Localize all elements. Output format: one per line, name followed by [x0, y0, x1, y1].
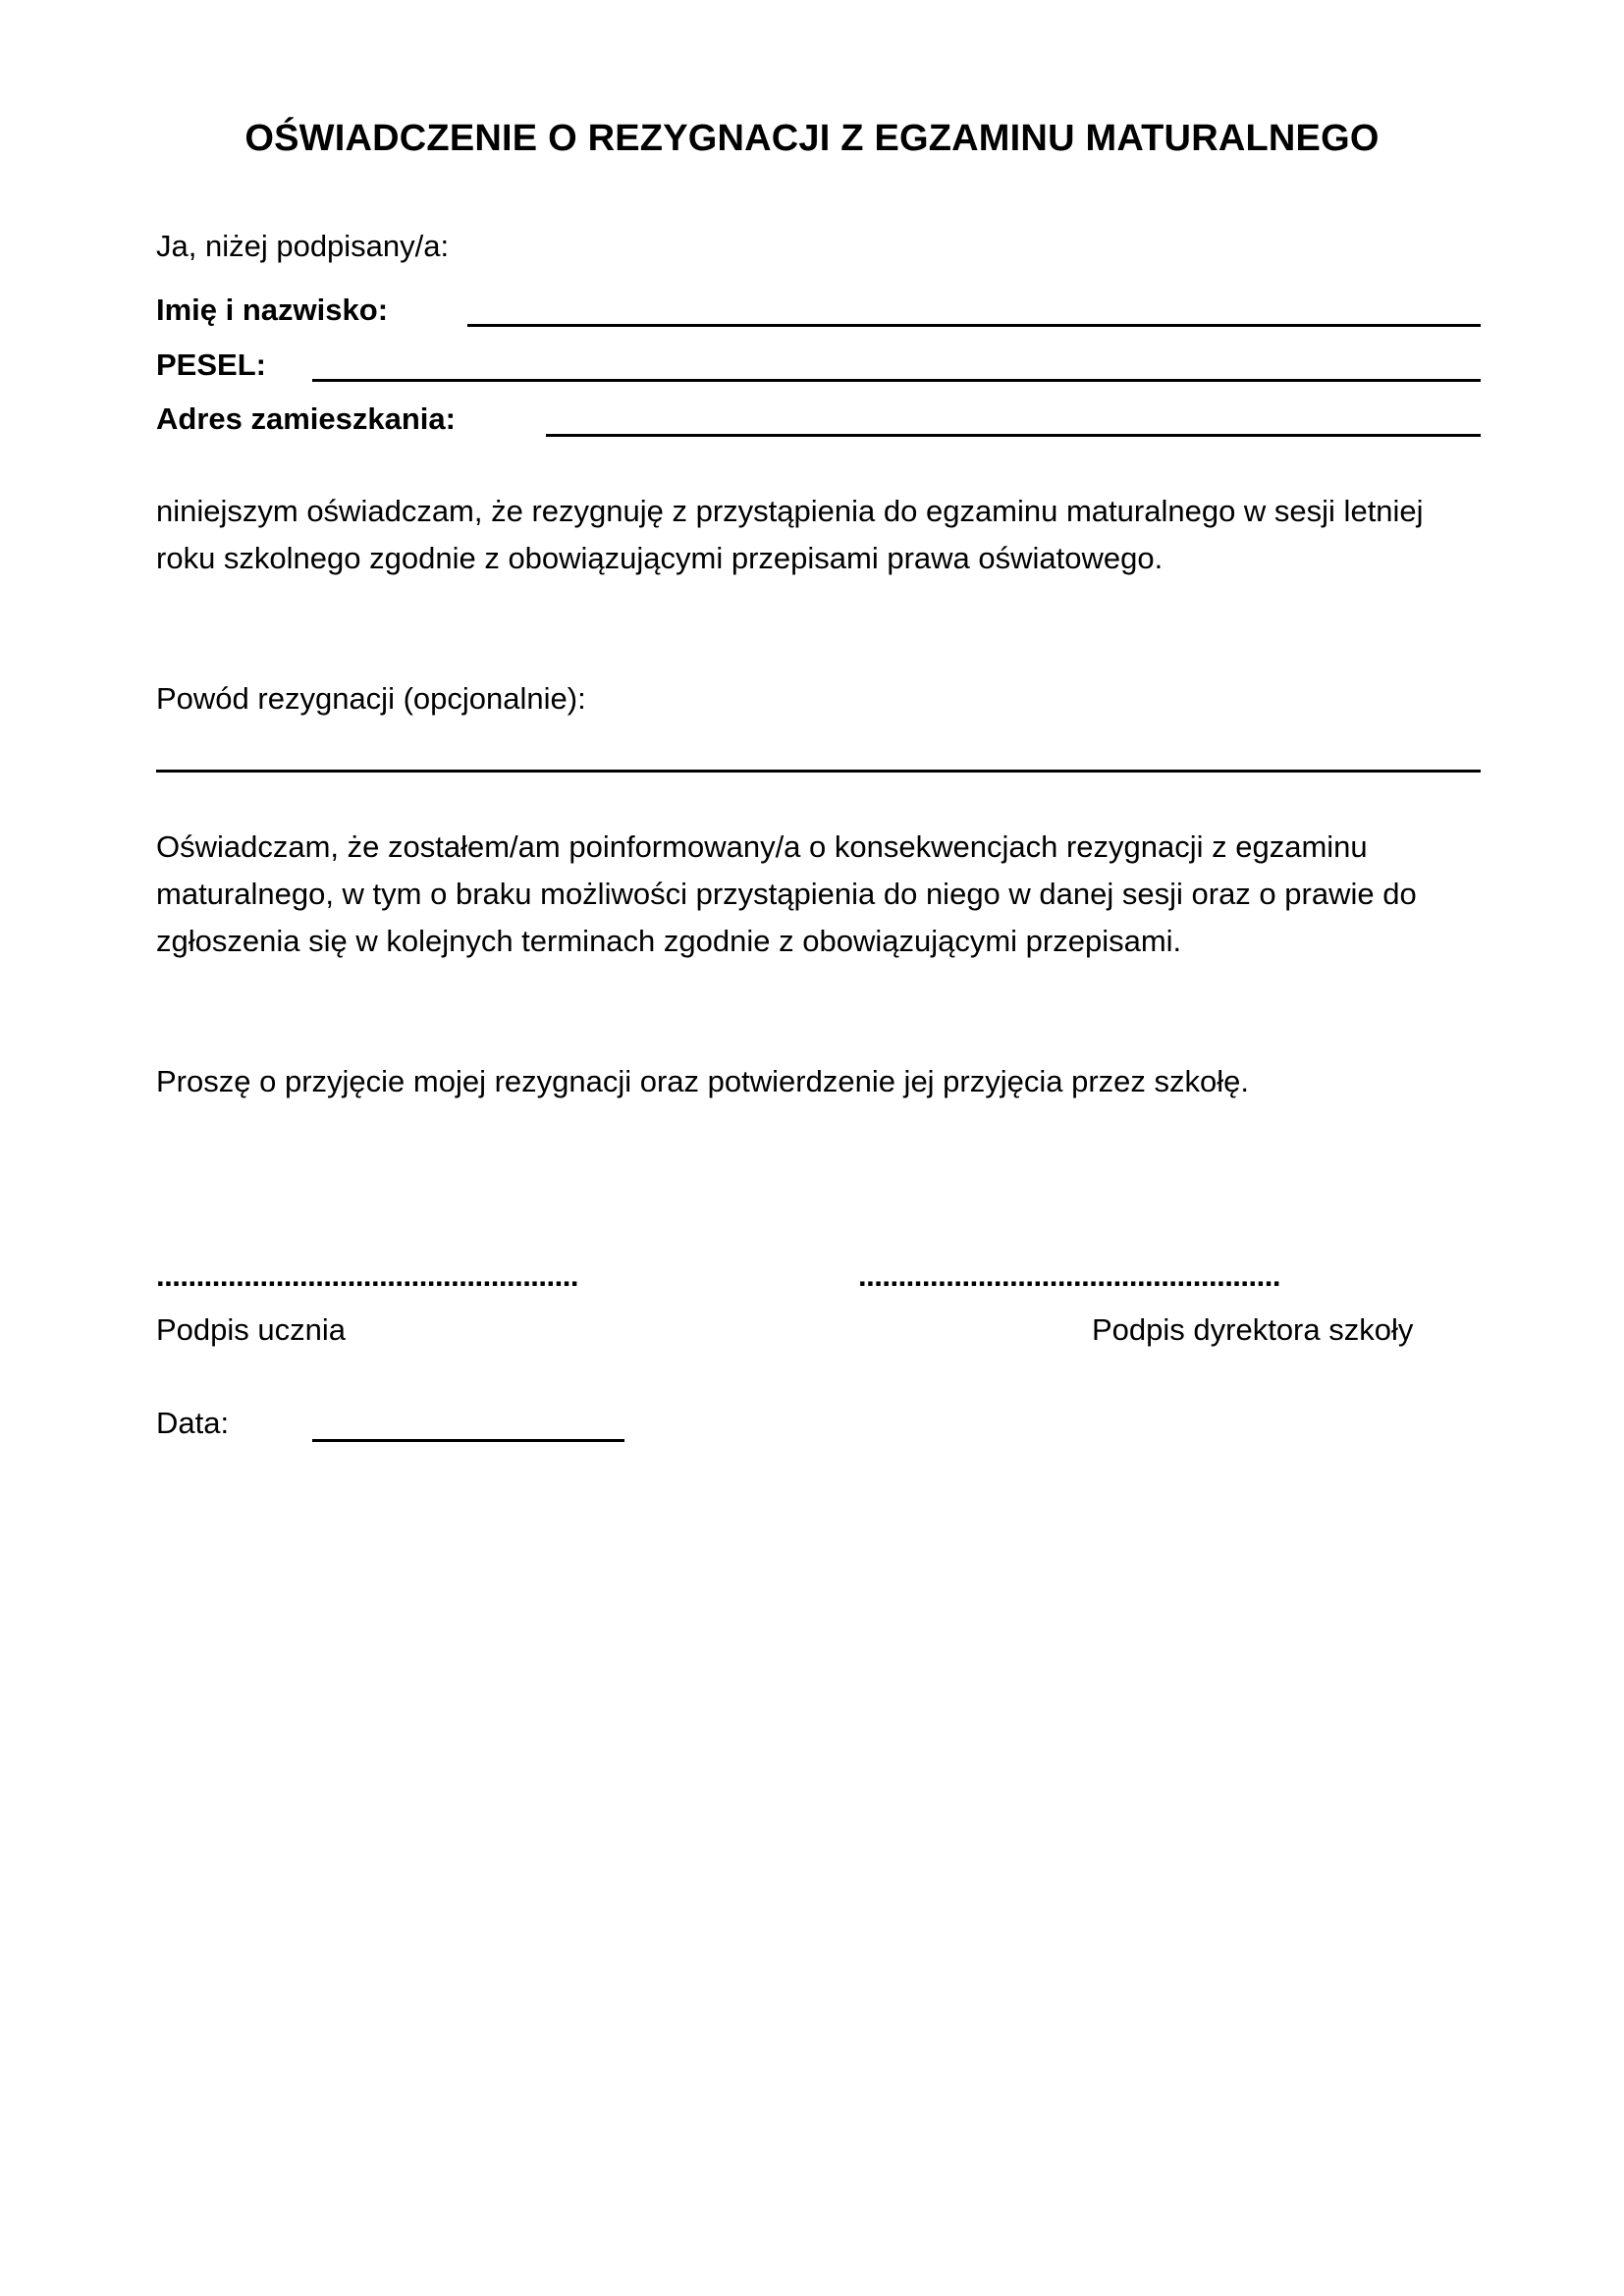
name-label: Imię i nazwisko:: [156, 293, 389, 327]
date-label: Data:: [156, 1406, 230, 1440]
intro-text: Ja, niżej podpisany/a:: [156, 229, 450, 263]
director-signature-label: Podpis dyrektora szkoły: [1092, 1312, 1414, 1347]
student-signature-label: Podpis ucznia: [156, 1312, 347, 1347]
request-text: Proszę o przyjęcie mojej rezygnacji oraz potwierdzenie jej przyjęcia przez szkołę.: [156, 1064, 1250, 1098]
director-signature-line[interactable]: .....................................................: [858, 1258, 1280, 1293]
name-field-line[interactable]: [467, 324, 1481, 327]
date-field-line[interactable]: [312, 1439, 624, 1442]
informed-line-2: maturalnego, w tym o braku możliwości przystąpienia do niego w danej sesji oraz o prawie do: [156, 877, 1417, 911]
pesel-label: PESEL:: [156, 347, 266, 382]
informed-line-1: Oświadczam, że zostałem/am poinformowany/a o konsekwencjach rezygnacji z egzaminu: [156, 829, 1368, 864]
page-title: OŚWIADCZENIE O REZYGNACJI Z EGZAMINU MATURALNEGO: [244, 118, 1380, 159]
informed-paragraph: [156, 824, 1491, 965]
declaration-paragraph: [156, 488, 1491, 582]
informed-line-3: zgłoszenia się w kolejnych terminach zgodnie z obowiązującymi przepisami.: [156, 924, 1182, 958]
declaration-line-1: niniejszym oświadczam, że rezygnuję z przystąpienia do egzaminu maturalnego w sesji letniej: [156, 494, 1424, 528]
pesel-field-line[interactable]: [312, 379, 1481, 382]
reason-label: Powód rezygnacji (opcjonalnie):: [156, 681, 586, 716]
address-field-line[interactable]: [546, 434, 1481, 437]
reason-field-line[interactable]: [156, 770, 1481, 773]
address-label: Adres zamieszkania:: [156, 401, 456, 436]
student-signature-line[interactable]: .....................................................: [156, 1258, 578, 1293]
declaration-line-2: roku szkolnego zgodnie z obowiązującymi przepisami prawa oświatowego.: [156, 541, 1164, 575]
